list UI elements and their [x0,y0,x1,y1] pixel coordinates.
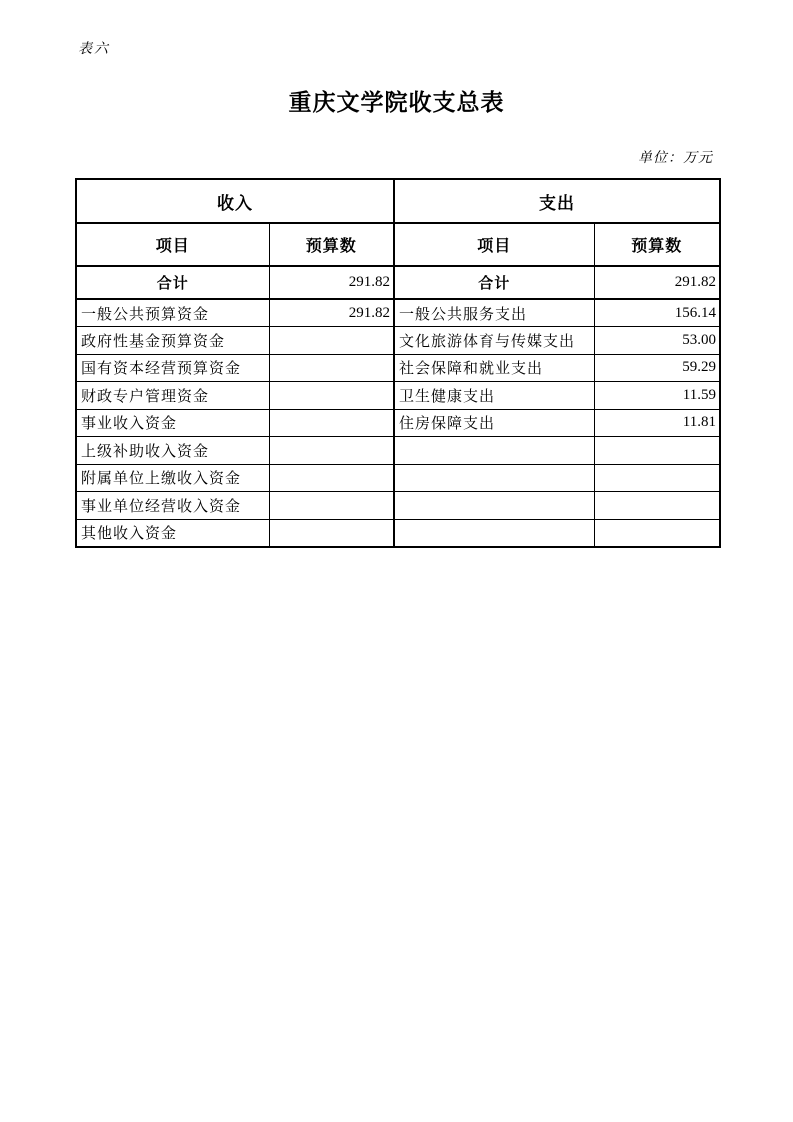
income-item-cell: 国有资本经营预算资金 [76,354,269,382]
income-value-cell [269,492,394,520]
table-row [76,354,720,382]
table-row [76,299,720,327]
group-header-row [76,179,720,223]
expense-item-cell [394,464,594,492]
expense-item-cell: 社会保障和就业支出 [394,354,594,382]
income-item-cell: 合计 [76,266,269,299]
expense-item-cell [394,492,594,520]
expense-item-cell [394,437,594,465]
unit-label: 单位：万元 [638,151,713,166]
income-value-cell [269,437,394,465]
income-value-cell [269,382,394,410]
expense-value-cell: 11.81 [594,409,720,437]
expense-value-cell: 59.29 [594,354,720,382]
income-group-header: 收入 [76,179,394,223]
expense-item-cell: 住房保障支出 [394,409,594,437]
expense-item-cell: 卫生健康支出 [394,382,594,410]
income-value-cell [269,464,394,492]
sheet-label: 表六 [78,42,110,57]
income-item-cell: 附属单位上缴收入资金 [76,464,269,492]
expense-value-cell: 156.14 [594,299,720,327]
column-header-row [76,223,720,266]
table-row-total [76,266,720,299]
expense-item-cell [394,519,594,547]
income-item-cell: 上级补助收入资金 [76,437,269,465]
table-row [76,327,720,355]
expense-value-cell [594,492,720,520]
income-value-cell: 291.82 [269,299,394,327]
expense-group-header: 支出 [394,179,720,223]
table-row [76,409,720,437]
income-value-cell: 291.82 [269,266,394,299]
table-row [76,519,720,547]
income-budget-header: 预算数 [269,223,394,266]
expense-value-cell [594,519,720,547]
table-row [76,464,720,492]
expense-item-cell: 文化旅游体育与传媒支出 [394,327,594,355]
income-item-cell: 财政专户管理资金 [76,382,269,410]
expense-value-cell: 291.82 [594,266,720,299]
expense-value-cell [594,437,720,465]
expense-item-cell: 合计 [394,266,594,299]
table-row [76,492,720,520]
budget-summary-table [75,178,721,548]
expense-value-cell: 11.59 [594,382,720,410]
income-value-cell [269,354,394,382]
page-title: 重庆文学院收支总表 [288,90,505,115]
expense-value-cell [594,464,720,492]
table-row [76,382,720,410]
income-value-cell [269,327,394,355]
income-item-cell: 政府性基金预算资金 [76,327,269,355]
expense-budget-header: 预算数 [594,223,720,266]
table-row [76,437,720,465]
income-value-cell [269,409,394,437]
expense-item-header: 项目 [394,223,594,266]
income-item-cell: 事业单位经营收入资金 [76,492,269,520]
income-item-cell: 一般公共预算资金 [76,299,269,327]
income-item-header: 项目 [76,223,269,266]
expense-item-cell: 一般公共服务支出 [394,299,594,327]
expense-value-cell: 53.00 [594,327,720,355]
income-value-cell [269,519,394,547]
income-item-cell: 事业收入资金 [76,409,269,437]
income-item-cell: 其他收入资金 [76,519,269,547]
